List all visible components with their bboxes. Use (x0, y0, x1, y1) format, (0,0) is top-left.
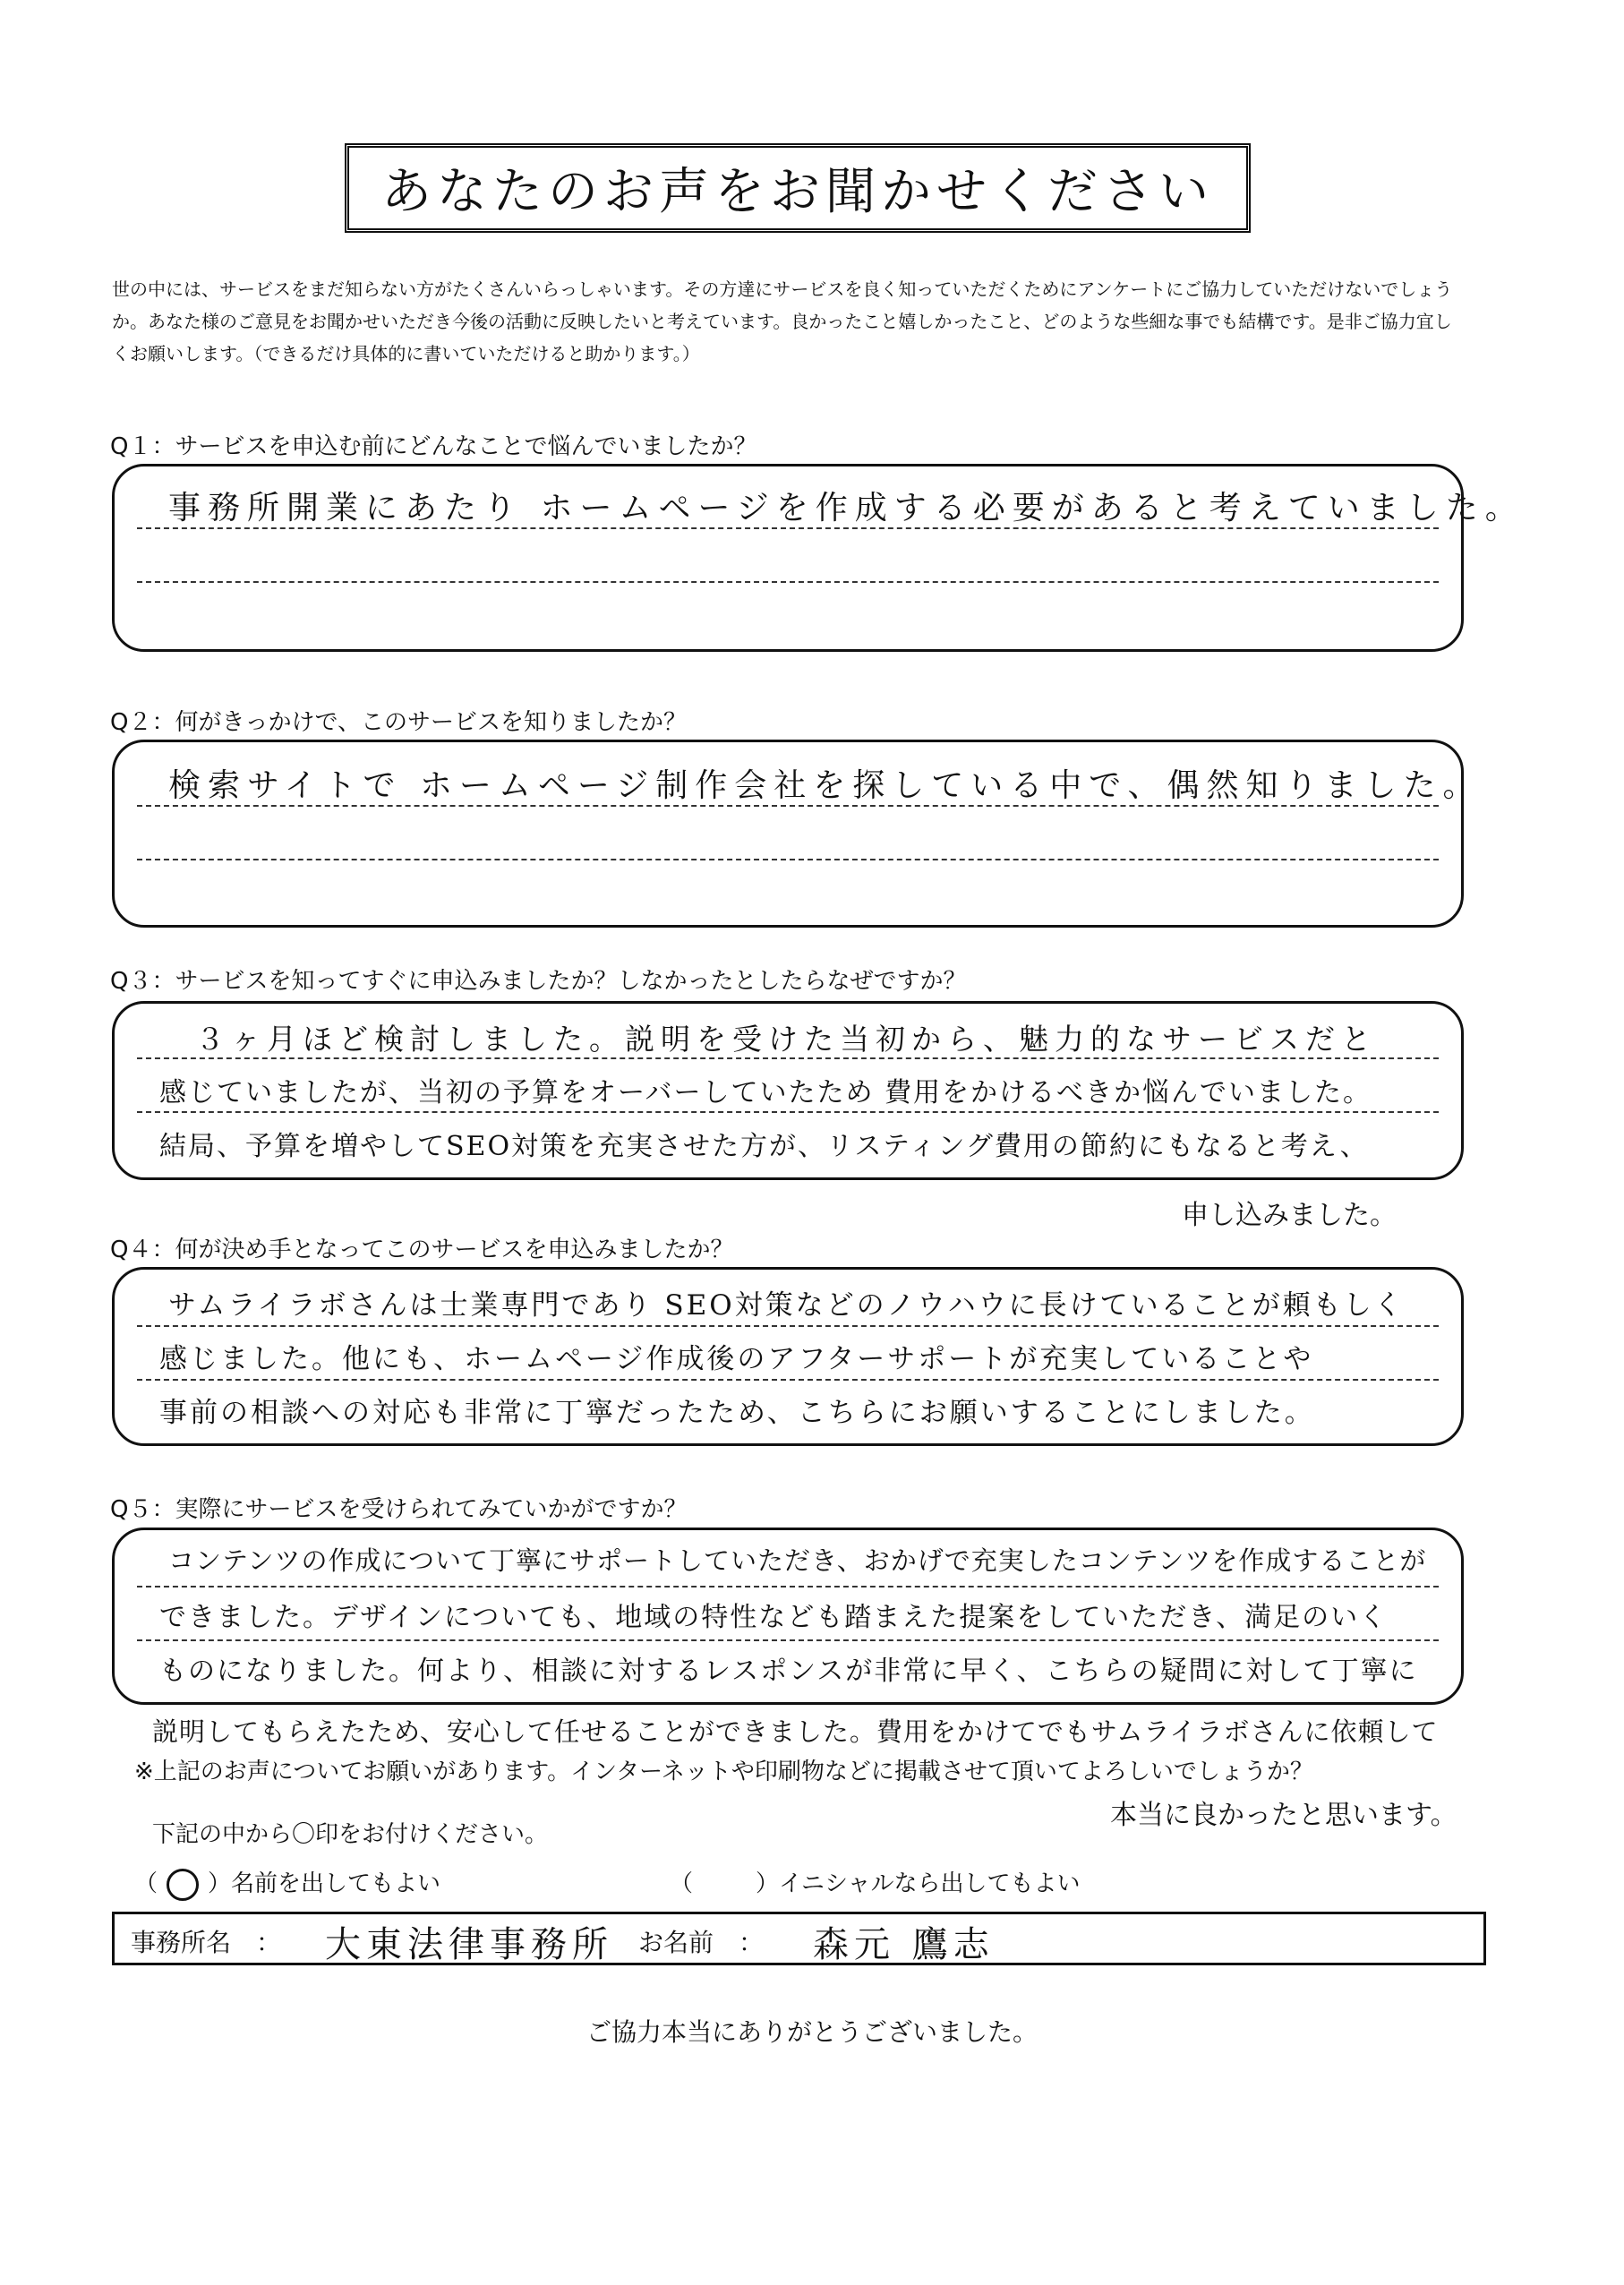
answer-line (137, 1111, 1439, 1113)
page-title: あなたのお声をお聞かせください (381, 163, 1214, 221)
answer-line (137, 581, 1439, 583)
q1-label: Q１：サービスを申込む前にどんなことで悩んでいましたか？ (110, 433, 757, 460)
option-name-ok-label: 名前を出してもよい (231, 1870, 441, 1897)
selected-circle-mark (167, 1869, 199, 1901)
answer-line (137, 859, 1439, 860)
q5-answer-line: コンテンツの作成について丁寧にサポートしていただき、おかげで充実したコンテンツを作成することが (168, 1545, 1427, 1576)
option-initials-ok-label: イニシャルなら出してもよい (779, 1870, 1081, 1897)
q1-answer-box (112, 464, 1525, 652)
q4-answer-line: サムライラボさんは士業専門であり SEO対策などのノウハウに長けていることが頼もしく (168, 1289, 1405, 1322)
select-instruction: 下記の中から〇印をお付けください。 (152, 1821, 549, 1848)
q4-answer-line: 感じました。他にも、ホームページ作成後のアフターサポートが充実していることや (159, 1343, 1314, 1375)
answer-line (137, 1586, 1439, 1588)
publication-request: ※上記のお声についてお願いがあります。インターネットや印刷物などに掲載させて頂いてよろしいでしょうか？ (134, 1759, 1313, 1785)
q5-answer-line: ものになりました。何より、相談に対するレスポンスが非常に早く、こちらの疑問に対して丁寧に (159, 1656, 1418, 1687)
q2-label: Q２：何がきっかけで、このサービスを知りましたか？ (110, 709, 687, 736)
q4-label: Q４：何が決め手となってこのサービスを申込みましたか？ (110, 1237, 734, 1263)
q3-answer-line: 結局、予算を増やしてSEO対策を充実させた方が、リスティング費用の節約にもなると考え、 (159, 1131, 1369, 1162)
q3-answer-overflow: 申し込みました。 (1182, 1200, 1397, 1231)
person-name-label: お名前 ： (638, 1928, 765, 1957)
intro-line: か。あなた様のご意見をお聞かせいただき今後の活動に反映したいと考えています。良かったこと嬉しかったこと、どのような些細な事でも結構です。是非ご協力宜し (112, 311, 1452, 332)
q3-answer-line: 感じていましたが、当初の予算をオーバーしていたため 費用をかけるべきか悩んでいました。 (159, 1077, 1372, 1108)
answer-line (137, 1379, 1439, 1381)
office-name-value: 大東法律事務所 (325, 1924, 613, 1965)
q3-answer-line: ３ヶ月ほど検討しました。説明を受けた当初から、魅力的なサービスだと (195, 1022, 1377, 1057)
q3-answer-box (112, 1001, 1464, 1180)
intro-text (112, 273, 1509, 370)
option-name-ok[interactable]: （ ）名前を出してもよい (134, 1865, 440, 1901)
answer-line (137, 1639, 1439, 1641)
q5-answer-overflow: 本当に良かったと思います。 (1110, 1800, 1457, 1831)
q4-answer-line: 事前の相談への対応も非常に丁寧だったため、こちらにお願いすることにしました。 (159, 1397, 1315, 1429)
intro-line: 世の中には、サービスをまだ知らない方がたくさんいらっしゃいます。その方達にサービスを良く知っていただくためにアンケートにご協力していただけないでしょう (112, 278, 1453, 300)
q5-answer-line: できました。デザインについても、地域の特性なども踏まえた提案をしていただき、満足のいく (159, 1602, 1389, 1633)
q1-answer-text: 事務所開業にあたり ホームページを作成する必要があると考えていました。 (168, 490, 1525, 526)
q3-label: Q３：サービスを知ってすぐに申込みましたか？しなかったとしたらなぜですか？ (110, 968, 967, 995)
option-initials-ok[interactable]: （ ）イニシャルなら出してもよい (670, 1870, 1081, 1897)
q5-answer-box (112, 1528, 1464, 1705)
intro-line: くお願いします。（できるだけ具体的に書いていただけると助かります。） (112, 343, 700, 364)
office-info-box (112, 1912, 1486, 1965)
q5-label: Q５：実際にサービスを受けられてみていかがですか？ (110, 1496, 688, 1523)
title-box (345, 143, 1251, 233)
answer-line (137, 1325, 1439, 1327)
thanks-message: ご協力本当にありがとうございました。 (585, 2017, 1038, 2047)
office-name-label: 事務所名 ： (131, 1928, 282, 1957)
person-name-value: 森元 鷹志 (813, 1924, 995, 1965)
q2-answer-box (112, 740, 1483, 928)
q5-answer-line: 説明してもらえたため、安心して任せることができました。費用をかけてでもサムライラボさんに依頼して (152, 1716, 1439, 1747)
q2-answer-text: 検索サイトで ホームページ制作会社を探している中で、偶然知りました。 (168, 767, 1483, 804)
q4-answer-box (112, 1267, 1464, 1446)
